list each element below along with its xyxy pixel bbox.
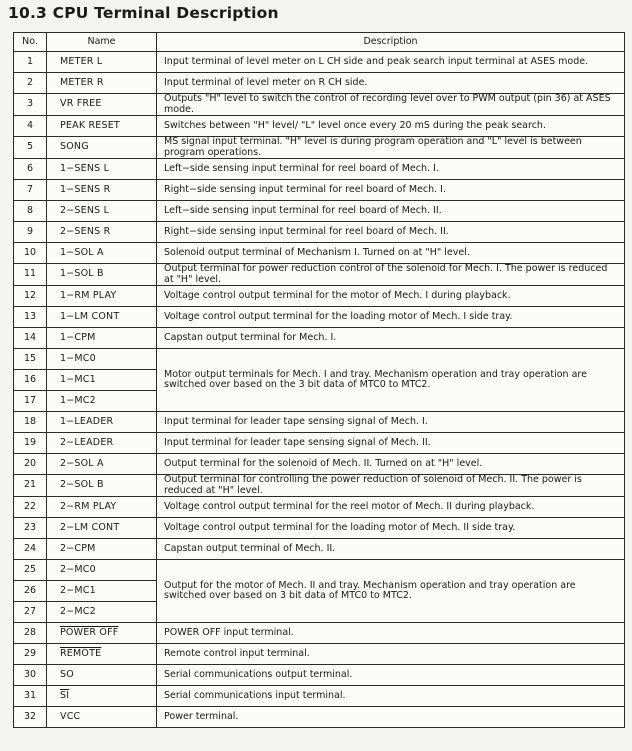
section-title: 10.3 CPU Terminal Description	[8, 4, 279, 22]
row-description: Input terminal of level meter on R CH side.	[157, 73, 625, 94]
row-no: 5	[14, 137, 47, 159]
row-no: 30	[14, 665, 47, 686]
row-name: 1−MC2	[47, 391, 157, 412]
row-name: SONG	[47, 137, 157, 159]
table-row	[14, 349, 625, 370]
table-row	[14, 159, 625, 180]
table-row	[14, 243, 625, 264]
row-description: Solenoid output terminal of Mechanism I. Turned on at "H" level.	[157, 243, 625, 264]
row-name: 2−MC0	[47, 560, 157, 581]
row-no: 16	[14, 370, 47, 391]
table-row	[14, 328, 625, 349]
row-description: Power terminal.	[157, 707, 625, 728]
row-no: 31	[14, 686, 47, 707]
table-row	[14, 433, 625, 454]
row-name: 1−SENS L	[47, 159, 157, 180]
row-name: 2−LM CONT	[47, 518, 157, 539]
row-no: 8	[14, 201, 47, 222]
row-no: 11	[14, 264, 47, 286]
row-description: Serial communications output terminal.	[157, 665, 625, 686]
row-name: 2−LEADER	[47, 433, 157, 454]
row-description: Input terminal for leader tape sensing signal of Mech. I.	[157, 412, 625, 433]
table-row	[14, 286, 625, 307]
row-name: 1−SOL B	[47, 264, 157, 286]
table-row	[14, 201, 625, 222]
table-row	[14, 686, 625, 707]
terminal-table-container	[13, 32, 624, 728]
table-row	[14, 412, 625, 433]
row-no: 29	[14, 644, 47, 665]
row-no: 4	[14, 116, 47, 137]
row-no: 24	[14, 539, 47, 560]
row-description: Output for the motor of Mech. II and tray. Mechanism operation and tray operation are switched over based on 3 bit data of MTC0 to MTC2.	[157, 560, 625, 623]
row-no: 18	[14, 412, 47, 433]
row-name: PEAK RESET	[47, 116, 157, 137]
table-row	[14, 497, 625, 518]
row-name: VCC	[47, 707, 157, 728]
row-no: 19	[14, 433, 47, 454]
row-description: Voltage control output terminal for the motor of Mech. I during playback.	[157, 286, 625, 307]
row-no: 22	[14, 497, 47, 518]
row-description: Output terminal for controlling the power reduction of solenoid of Mech. II. The power is reduced at "H" level.	[157, 475, 625, 497]
row-name: REMOTE	[47, 644, 157, 665]
table-row	[14, 644, 625, 665]
row-name: 1−SOL A	[47, 243, 157, 264]
row-no: 7	[14, 180, 47, 201]
row-name: 1−MC0	[47, 349, 157, 370]
row-no: 27	[14, 602, 47, 623]
table-row	[14, 623, 625, 644]
row-no: 3	[14, 94, 47, 116]
row-name: 1−LM CONT	[47, 307, 157, 328]
row-description: Voltage control output terminal for the loading motor of Mech. II side tray.	[157, 518, 625, 539]
row-description: Serial communications input terminal.	[157, 686, 625, 707]
table-row	[14, 137, 625, 159]
table-row	[14, 94, 625, 116]
row-description: MS signal input terminal. "H" level is during program operation and "L" level is between program operations.	[157, 137, 625, 159]
table-row	[14, 116, 625, 137]
table-row	[14, 475, 625, 497]
row-description: Voltage control output terminal for the loading motor of Mech. I side tray.	[157, 307, 625, 328]
row-no: 13	[14, 307, 47, 328]
row-description: Output terminal for the solenoid of Mech. II. Turned on at "H" level.	[157, 454, 625, 475]
row-description: Output terminal for power reduction control of the solenoid for Mech. I. The power is reduced at "H" level.	[157, 264, 625, 286]
row-no: 26	[14, 581, 47, 602]
header-no: No.	[14, 33, 47, 52]
table-row	[14, 707, 625, 728]
row-name: 1−LEADER	[47, 412, 157, 433]
table-row	[14, 180, 625, 201]
row-no: 12	[14, 286, 47, 307]
row-no: 2	[14, 73, 47, 94]
row-no: 21	[14, 475, 47, 497]
row-name: 2−RM PLAY	[47, 497, 157, 518]
table-row	[14, 264, 625, 286]
table-row	[14, 454, 625, 475]
table-row	[14, 73, 625, 94]
table-row	[14, 52, 625, 73]
row-description: Outputs "H" level to switch the control of recording level over to PWM output (pin 36) at ASES mode.	[157, 94, 625, 116]
table-header-row	[14, 33, 625, 52]
row-name: 2−SOL B	[47, 475, 157, 497]
row-name: METER R	[47, 73, 157, 94]
row-description: Capstan output terminal for Mech. I.	[157, 328, 625, 349]
row-name: 1−RM PLAY	[47, 286, 157, 307]
table-row	[14, 518, 625, 539]
row-no: 10	[14, 243, 47, 264]
header-description: Description	[157, 33, 625, 52]
row-description: POWER OFF input terminal.	[157, 623, 625, 644]
row-no: 1	[14, 52, 47, 73]
row-name: 1−SENS R	[47, 180, 157, 201]
row-name: $\overline{SI}$	[47, 686, 157, 707]
row-description: Voltage control output terminal for the reel motor of Mech. II during playback.	[157, 497, 625, 518]
row-no: 32	[14, 707, 47, 728]
table-row	[14, 222, 625, 243]
row-name: 1−MC1	[47, 370, 157, 391]
table-row	[14, 539, 625, 560]
row-name: 1−CPM	[47, 328, 157, 349]
row-name: 2−MC2	[47, 602, 157, 623]
table-row	[14, 307, 625, 328]
row-description: Left−side sensing input terminal for reel board of Mech. I.	[157, 159, 625, 180]
row-name: SO	[47, 665, 157, 686]
table-row	[14, 665, 625, 686]
row-description: Right−side sensing input terminal for reel board of Mech. I.	[157, 180, 625, 201]
row-description: Remote control input terminal.	[157, 644, 625, 665]
row-no: 23	[14, 518, 47, 539]
row-no: 9	[14, 222, 47, 243]
row-name: VR FREE	[47, 94, 157, 116]
row-description: Switches between "H" level/ "L" level once every 20 mS during the peak search.	[157, 116, 625, 137]
terminal-description-table	[13, 32, 625, 728]
row-no: 14	[14, 328, 47, 349]
row-name: 2−MC1	[47, 581, 157, 602]
row-description: Motor output terminals for Mech. I and tray. Mechanism operation and tray operation are switched over based on the 3 bit data of MTC0 to MTC2.	[157, 349, 625, 412]
row-description: Input terminal of level meter on L CH side and peak search input terminal at ASES mode.	[157, 52, 625, 73]
row-name: 2−SENS R	[47, 222, 157, 243]
row-name: 2−SOL A	[47, 454, 157, 475]
header-name: Name	[47, 33, 157, 52]
row-description: Left−side sensing input terminal for reel board of Mech. II.	[157, 201, 625, 222]
row-no: 6	[14, 159, 47, 180]
row-no: 15	[14, 349, 47, 370]
row-name: 2−CPM	[47, 539, 157, 560]
row-no: 20	[14, 454, 47, 475]
row-name: 2−SENS L	[47, 201, 157, 222]
row-no: 25	[14, 560, 47, 581]
row-no: 17	[14, 391, 47, 412]
row-description: Capstan output terminal of Mech. II.	[157, 539, 625, 560]
row-description: Right−side sensing input terminal for reel board of Mech. II.	[157, 222, 625, 243]
row-no: 28	[14, 623, 47, 644]
row-name: METER L	[47, 52, 157, 73]
row-description: Input terminal for leader tape sensing signal of Mech. II.	[157, 433, 625, 454]
table-row	[14, 560, 625, 581]
row-name: POWER OFF	[47, 623, 157, 644]
